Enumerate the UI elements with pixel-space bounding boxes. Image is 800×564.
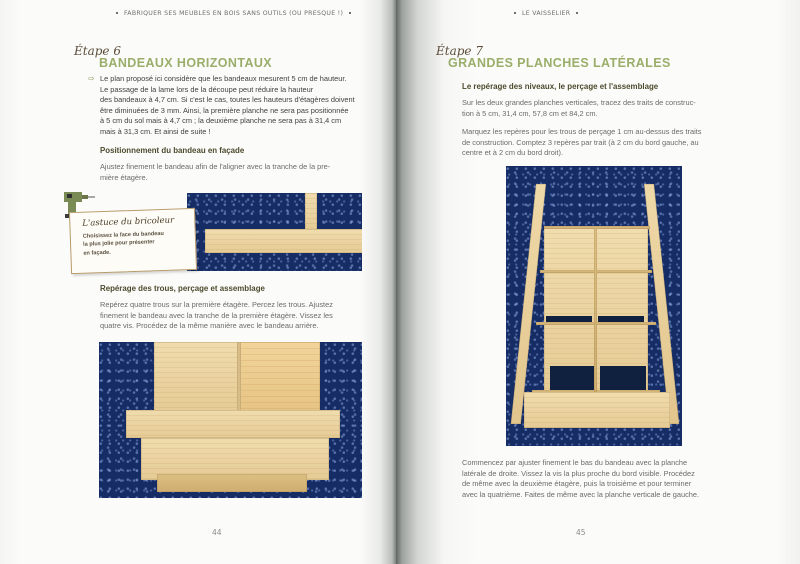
section-paragraph: Sur les deux grandes planches verticales, tracez des traits de construc- tion à 5 cm, 31,4 cm, 57,8 cm et 84,2 cm. bbox=[462, 98, 696, 118]
section-heading: Repérage des trous, perçage et assemblage bbox=[100, 284, 265, 293]
step-title: BANDEAUX HORIZONTAUX bbox=[99, 56, 273, 70]
photo-bandeau-facade bbox=[187, 193, 362, 271]
right-page bbox=[396, 0, 800, 564]
section-paragraph: Commencez par ajuster finement le bas du bandeau avec la planche latérale de droite. Vissez la vis la plus proche du bord visible. Procédez de même avec la deuxième étagère, puis la troisième et pour terminer avec la quatrième. Faites de même avec la planche verticale de gauche. bbox=[462, 458, 700, 499]
running-head-right bbox=[508, 10, 584, 17]
step-label: Étape 6 bbox=[74, 44, 121, 58]
tip-text: Choisissez la face du bandeau la plus jolie pour présenter en façade. bbox=[82, 230, 165, 257]
arrow-right-icon: ⇨ bbox=[88, 74, 95, 83]
step-label: Étape 7 bbox=[436, 44, 483, 58]
running-head-left bbox=[110, 10, 357, 17]
bullet-icon bbox=[349, 12, 351, 14]
section-heading: Positionnement du bandeau en façade bbox=[100, 146, 245, 155]
bullet-icon bbox=[576, 12, 578, 14]
photo-vaisselier bbox=[506, 166, 682, 446]
page-number-right: 45 bbox=[576, 528, 586, 537]
section-paragraph: Ajustez finement le bandeau afin de l'aligner avec la tranche de la pre- mière étagère. bbox=[100, 162, 331, 182]
photo-assemblage bbox=[99, 342, 362, 498]
section-paragraph: Marquez les repères pour les trous de perçage 1 cm au-dessus des traits de construction. Comptez 3 repères par trait (à 2 cm du bord gauche, au centre et à 2 cm du bord droit). bbox=[462, 127, 702, 158]
running-head-text: LE VAISSELIER bbox=[522, 10, 571, 17]
bullet-icon bbox=[514, 12, 516, 14]
step-title: GRANDES PLANCHES LATÉRALES bbox=[448, 56, 671, 70]
section-heading: Le repérage des niveaux, le perçage et l'assemblage bbox=[462, 82, 659, 91]
page-number-left: 44 bbox=[212, 528, 222, 537]
section-paragraph: Repérez quatre trous sur la première étagère. Percez les trous. Ajustez finement le bandeau avec la tranche de la première étagère. Vissez les quatre vis. Procédez de la même manière avec le bandeau arrière. bbox=[100, 300, 333, 331]
intro-paragraph: Le plan proposé ici considère que les bandeaux mesurent 5 cm de hauteur. Le passage de la lame lors de la découpe peut réduire la hauteur des bandeaux à 4,7 cm. Si c'est le cas, toutes les hauteurs d'étagères doivent être diminuées de 3 mm. Ainsi, la première planche ne sera pas positionnée à 5 cm du sol mais à 4,7 cm ; la deuxième planche ne sera pas à 31,4 cm mais à 31,3 cm. Et ainsi de suite ! bbox=[100, 74, 355, 136]
running-head-text: FABRIQUER SES MEUBLES EN BOIS SANS OUTILS (OU PRESQUE !) bbox=[124, 10, 344, 17]
tip-title: L'astuce du bricoleur bbox=[82, 215, 175, 229]
bullet-icon bbox=[116, 12, 118, 14]
left-page bbox=[0, 0, 396, 564]
tip-box bbox=[69, 208, 197, 274]
